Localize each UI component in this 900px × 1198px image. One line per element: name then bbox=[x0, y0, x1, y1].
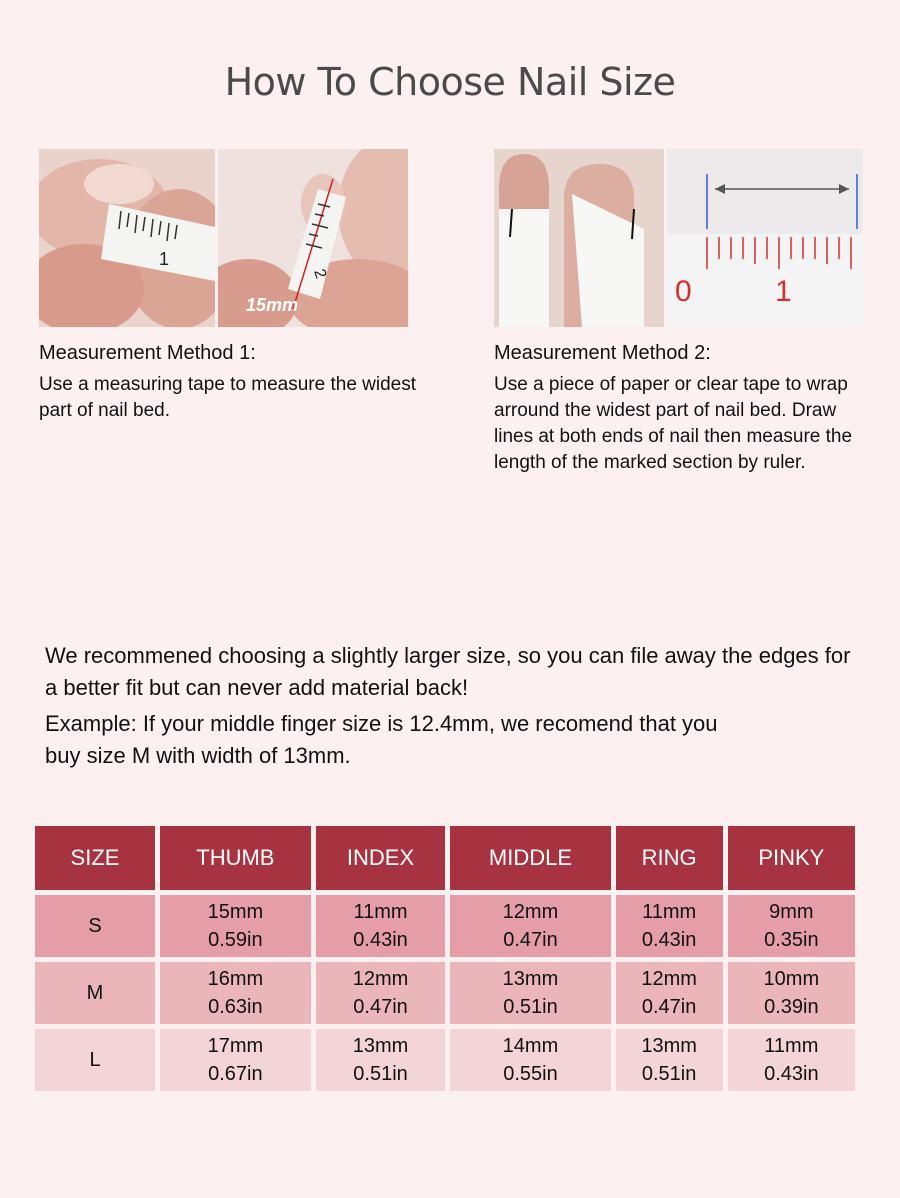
size-label: L bbox=[35, 1029, 155, 1091]
method2-heading: Measurement Method 2: bbox=[494, 342, 711, 364]
photo-tape-reading bbox=[218, 149, 408, 327]
photo-tape-on-finger bbox=[39, 149, 215, 327]
size-cell: 15mm 0.59in bbox=[160, 895, 311, 957]
size-table-header-row bbox=[35, 826, 855, 890]
size-cell: 11mm 0.43in bbox=[728, 1029, 855, 1091]
tape-digit-2: 2 bbox=[310, 266, 330, 281]
size-cell: 9mm 0.35in bbox=[728, 895, 855, 957]
size-cell: 13mm 0.51in bbox=[450, 962, 610, 1024]
method2-text: Use a piece of paper or clear tape to wrap arround the widest part of nail bed. Draw lines at both ends of nail then measure the length of the marked section by ruler. bbox=[494, 374, 853, 473]
size-cell: 12mm 0.47in bbox=[616, 962, 723, 1024]
ruler-digit-1: 1 bbox=[775, 275, 792, 308]
header-middle: MIDDLE bbox=[450, 826, 610, 890]
header-index: INDEX bbox=[316, 826, 446, 890]
recommendation-text: We recommened choosing a slightly larger size, so you can file away the edges for a better fit but can never add material back! bbox=[45, 643, 851, 700]
example-text: Example: If your middle finger size is 12.4mm, we recomend that you buy size M with width of 13mm. bbox=[45, 711, 718, 768]
header-thumb: THUMB bbox=[160, 826, 311, 890]
tape-digit-1: 1 bbox=[159, 249, 170, 269]
size-cell: 11mm 0.43in bbox=[316, 895, 446, 957]
photo-ruler bbox=[667, 149, 863, 327]
size-label: M bbox=[35, 962, 155, 1024]
size-cell: 12mm 0.47in bbox=[450, 895, 610, 957]
header-size: SIZE bbox=[35, 826, 155, 890]
header-pinky: PINKY bbox=[728, 826, 855, 890]
table-row bbox=[35, 895, 855, 957]
size-cell: 12mm 0.47in bbox=[316, 962, 446, 1024]
method1-text: Use a measuring tape to measure the widest part of nail bed. bbox=[39, 374, 417, 421]
size-cell: 16mm 0.63in bbox=[160, 962, 311, 1024]
size-cell: 13mm 0.51in bbox=[616, 1029, 723, 1091]
method1-heading: Measurement Method 1: bbox=[39, 342, 256, 364]
photo-paper-wrap bbox=[494, 149, 664, 327]
size-cell: 10mm 0.39in bbox=[728, 962, 855, 1024]
page-title: How To Choose Nail Size bbox=[224, 60, 676, 104]
size-cell: 17mm 0.67in bbox=[160, 1029, 311, 1091]
table-row bbox=[35, 1029, 855, 1091]
header-ring: RING bbox=[616, 826, 723, 890]
ruler-digit-0: 0 bbox=[675, 275, 692, 308]
size-cell: 11mm 0.43in bbox=[616, 895, 723, 957]
size-cell: 14mm 0.55in bbox=[450, 1029, 610, 1091]
table-row bbox=[35, 962, 855, 1024]
tape-reading-label: 15mm bbox=[246, 295, 299, 315]
size-label: S bbox=[35, 895, 155, 957]
size-table bbox=[30, 821, 860, 1096]
size-cell: 13mm 0.51in bbox=[316, 1029, 446, 1091]
